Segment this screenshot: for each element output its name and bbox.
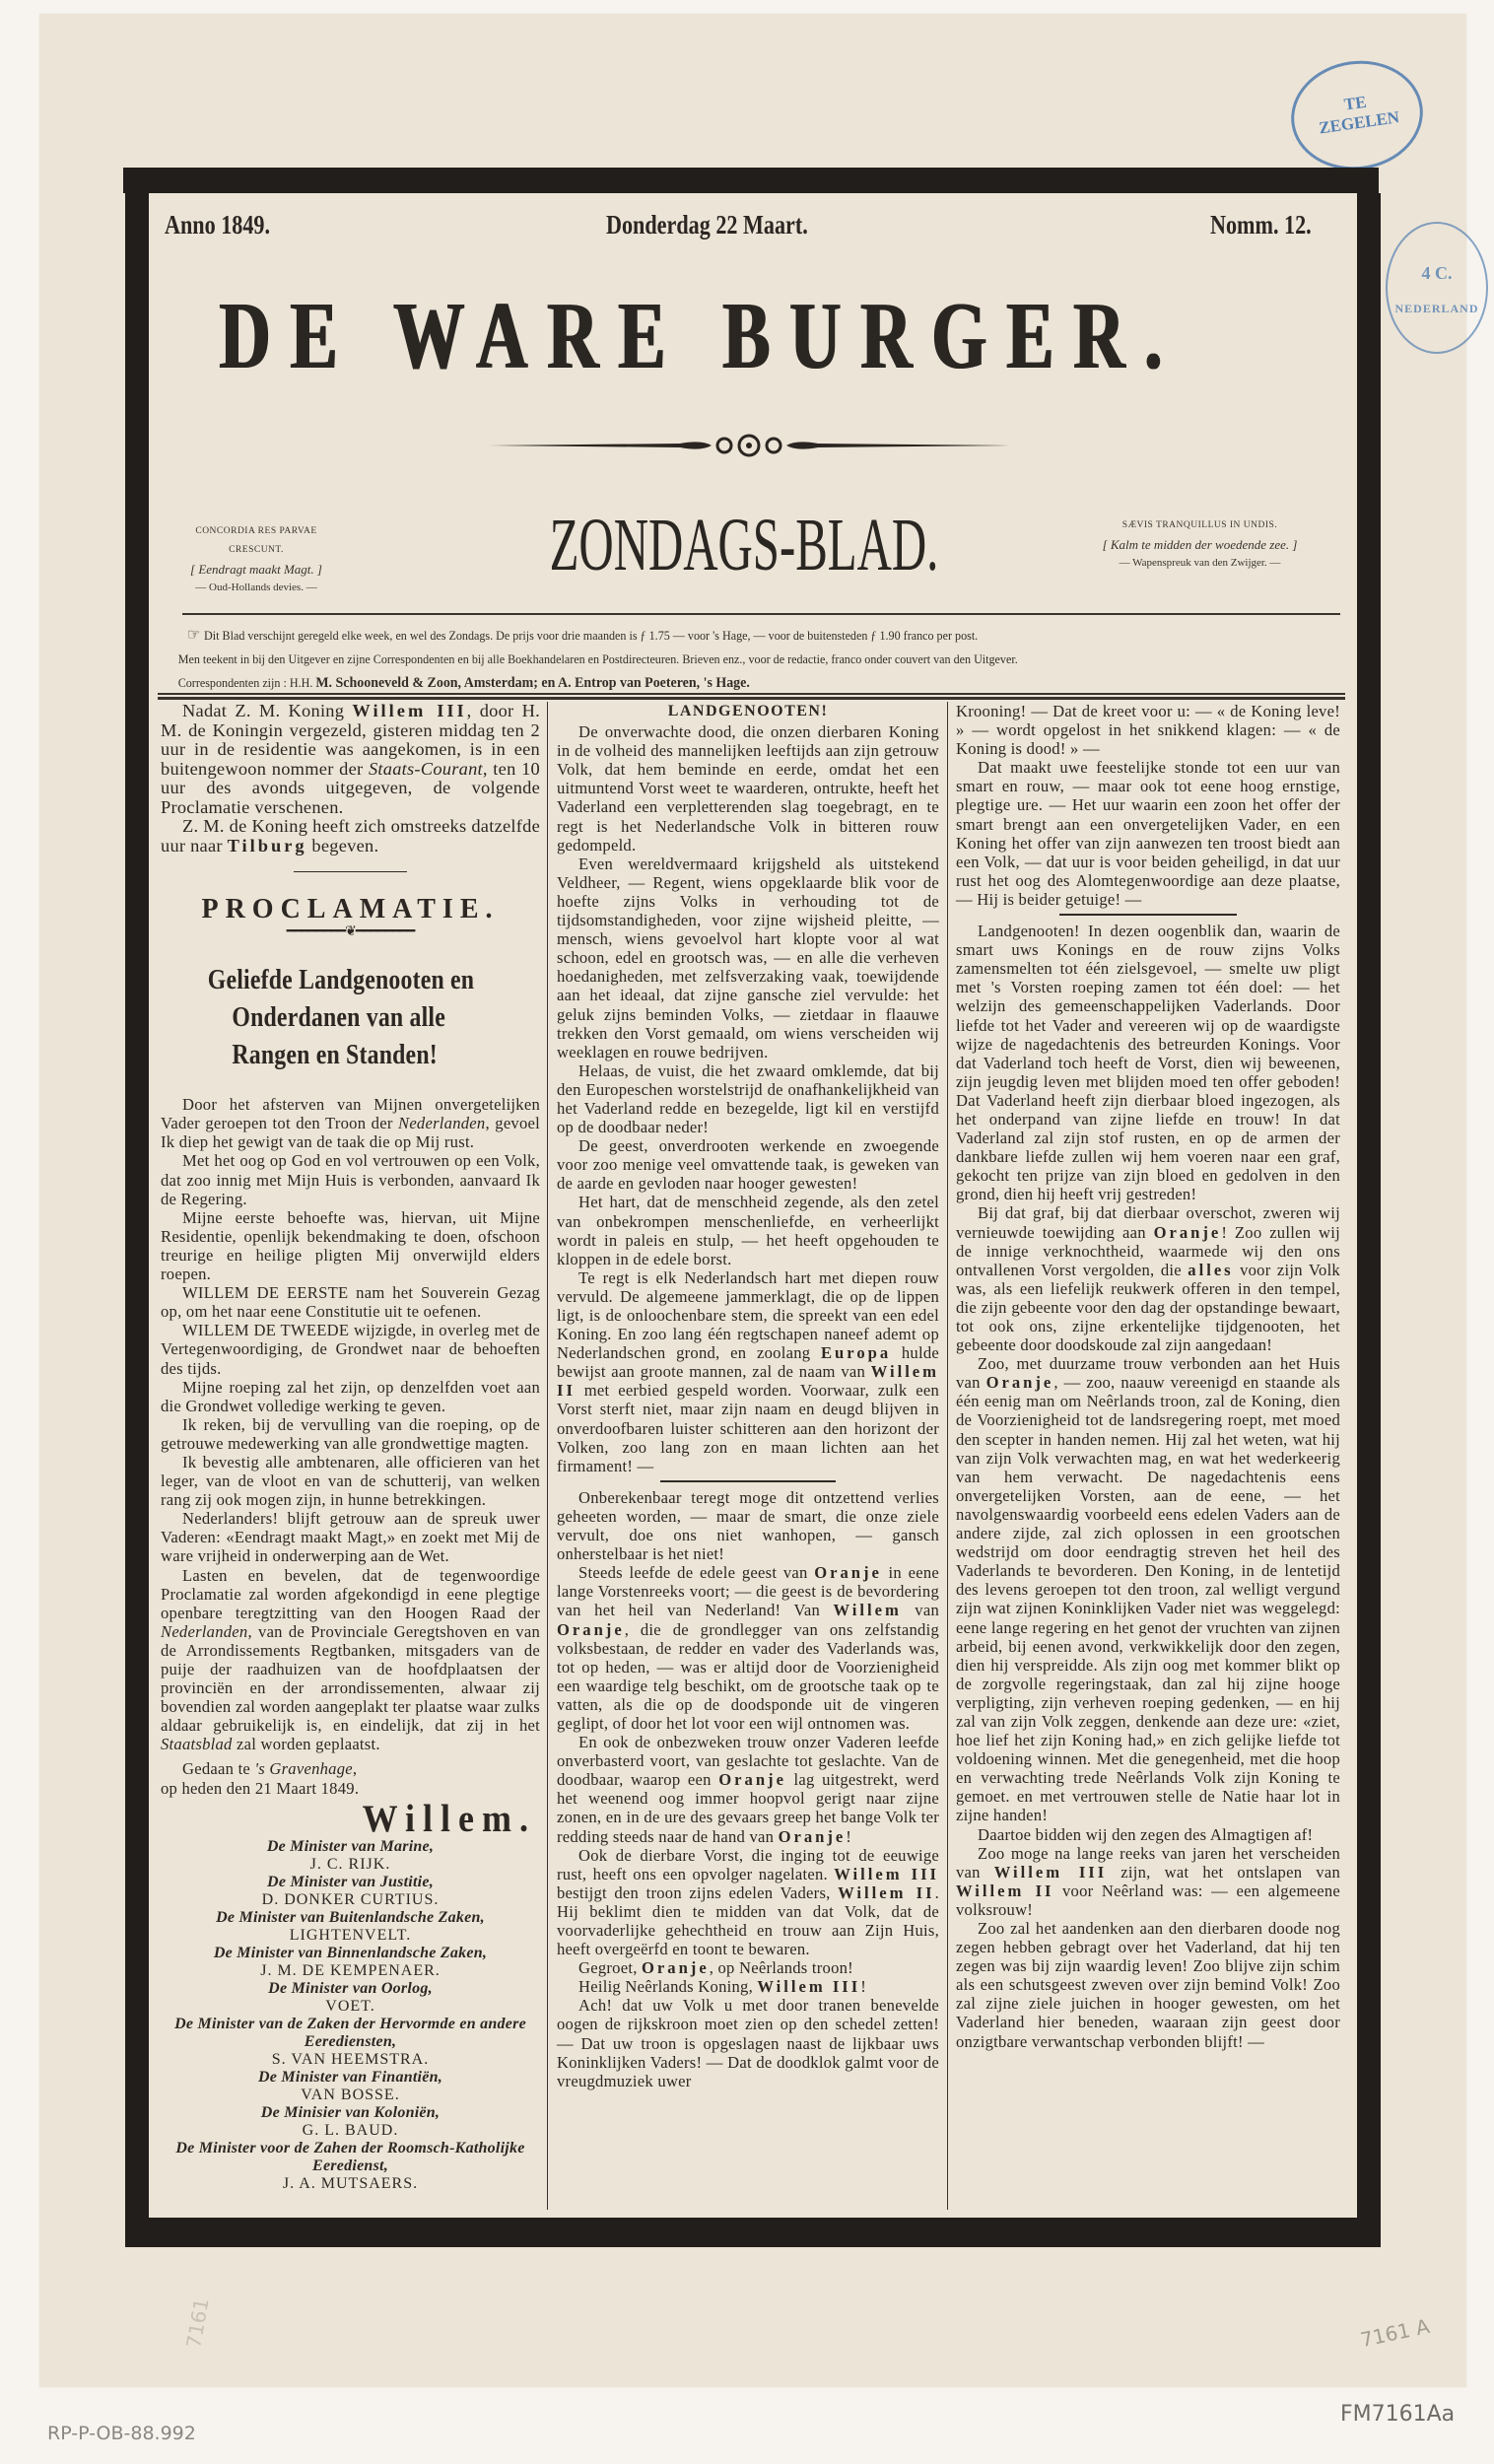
minister-name: VAN BOSSE. [301, 2086, 400, 2103]
text-run: ! [860, 1977, 866, 1997]
text-run: , van de Provinciale Geregtshoven en van de Arrondissements Regtbanken, mitsgaders van de puije der raadhuizen van de hoofdplaatsen der provinciën en der arrondissementen, alwaar zij bovendien zal worden aangeplakt ter plaatse waar zulks aldaar gebruikelijk is, en eindelijk, dat zij in het [161, 1621, 540, 1736]
emphasized-name: Europa [820, 1343, 892, 1363]
text-run: begeven. [306, 835, 379, 856]
text-run: voor Neêrland was: — een algemeene volksrouw! [956, 1881, 1340, 1919]
text-run: , door H. M. de Koningin vergezeld, gisteren middag ten 2 uur in de residentie was aangekomen, is in een buitengewoon nommer der [161, 701, 540, 779]
paragraph [557, 1268, 939, 1475]
italic-text: Staats-Courant [368, 758, 483, 779]
text-run: Helaas, de vuist, die het zwaard omklemde, dat bij den Europeschen worstelstrijd de onafhankelijkheid van het Vaderland redde en bezegelde, ligt kil en verstijfd op de doodbaar neder! [557, 1061, 939, 1137]
text-run: Steeds leefde de edele geest van [578, 1563, 815, 1583]
paragraph [557, 1488, 939, 1563]
motto-left-source: — Oud-Hollands devies. — [195, 582, 317, 593]
pencil-note-right: 7161 A [1358, 2313, 1432, 2353]
emphasized-name: Oranje [557, 1619, 625, 1639]
minister-name: J. M. DE KEMPENAER. [260, 1961, 441, 1979]
issue-number: Nomm. 12. [1210, 210, 1312, 240]
italic-text: Nederlanden [161, 1621, 248, 1641]
emphasized-name: Willem II [838, 1882, 935, 1902]
text-run: wijzigde, in overleg met de Vertegenwoordiging, de Grondwet naar de behoeften des tijds. [161, 1321, 540, 1378]
text-run: , ten 10 uur des avonds uitgegeven, de volgende Proclamatie verschenen. [161, 758, 540, 817]
paragraph [557, 1136, 939, 1193]
inventory-number: RP-P-OB-88.992 [47, 2423, 196, 2444]
text-run: , [352, 1759, 358, 1779]
text-run: Ach! dat uw Volk u met door tranen benevelde oogen de rijkskroon moet zien op den schedel zetten! — Dat uw troon is opgeslagen naast de lijkbaar uws Koninklijken Vaders! — Dat de doodklok galmt voor de vreugdmuziek uwer [557, 1996, 939, 2090]
article-part-3 [956, 758, 1340, 909]
proclamation-heading: PROCLAMATIE. [201, 894, 500, 924]
emphasized-name: Tilburg [227, 835, 307, 856]
text-run: van [901, 1601, 940, 1620]
emphasized-name: Oranje [1153, 1222, 1222, 1242]
text-run: Onberekenbaar teregt moge dit ontzettend verlies geheeten worden, — maar de smart, die onze ziele vervult, doe ons niet wanhopen, — gansch onherstelbaar is het niet! [557, 1487, 939, 1564]
emphasized-name: Oranje [814, 1563, 882, 1583]
text-run: voor zijn Volk was, als een liefelijk reukwerk offeren in den tempel, die zijn gebeente voor den dag der opstandinge bewaart, tot ook ons, zijne erkentelijke tijdgenooten, het gebeente door doodskoude zal zijn aangedaan! [956, 1260, 1340, 1355]
mourning-border-left [125, 193, 149, 2247]
column-heading: LANDGENOOTEN! [667, 703, 829, 719]
minister-title: De Minister van Justitie, [267, 1873, 434, 1890]
text-run: nam het Souverein Gezag op, om het naar eene Constitutie uit te oefenen. [161, 1283, 540, 1322]
ornament-icon: ━━━━━━━━❦━━━━━━━━ [286, 924, 415, 940]
emphasized-name: Oranje [718, 1770, 786, 1790]
text-run: bestijgt den troon zijns edelen Vaders, [557, 1882, 839, 1902]
stamp-value: 4 C. [1421, 263, 1453, 283]
minister-title: De Minister van Binnenlandsche Zaken, [213, 1944, 488, 1961]
paragraph [557, 1061, 939, 1136]
text-run: Ik bevestig alle ambtenaren, alle officieren van het leger, van de vloot en van de schutterij, van welken rang zij ook mogen zijn, in hunne betrekkingen. [161, 1452, 540, 1510]
done-date: op heden den 21 Maart 1849. [161, 1778, 360, 1798]
minister-name: J. A. MUTSAERS. [282, 2174, 419, 2192]
text-run: ! Zoo zullen wij de innige verknochtheid, waarmede wij den ons ontvallenen Vorst vergolden, die [956, 1222, 1341, 1279]
text-run: En ook de onbezweken trouw onzer Vaderen leefde onverbasterd voort, van geslachte tot geslachte. Van de doodbaar, waarop een [557, 1733, 939, 1790]
paragraph [161, 1321, 540, 1377]
emphasized-name: Willem III [352, 701, 467, 720]
column-landgenooten [557, 702, 939, 2090]
text-run: lag uitgestrekt, werd het weenend oog immer hoopvol gerigt naar zijne zonen, en in de ure des gevaars greep het bange Volk ter redding steeds naar de hand van [557, 1770, 939, 1846]
paragraph [557, 1733, 939, 1846]
text-run: WILLEM DE EERSTE [182, 1283, 349, 1303]
text-run: Nadat Z. M. Koning [182, 701, 353, 720]
notice-line-1: Dit Blad verschijnt geregeld elke week, en wel des Zondags. De prijs voor drie maanden is ƒ 1.75 — voor 's Hage, — voor de buitensteden ƒ 1.90 franco per post. [204, 628, 979, 643]
section-divider [660, 1480, 836, 1482]
stamp-country: NEDERLAND [1394, 302, 1479, 315]
notice-line-2: Men teekent in bij den Uitgever en zijne Correspondenten en bij alle Boekhandelaren en Postdirecteuren. Brieven enz., voor de redactie, franco onder couvert van den Uitgever. [177, 651, 1018, 666]
text-run: De geest, onverdrooten werkende en zwoegende voor zoo menige veel omvattende taak, is geweken van de aarde en gevloden naar hooger gewesten! [557, 1136, 939, 1194]
text-run: Heilig Neêrlands Koning, [578, 1977, 758, 1997]
newspaper-title: DE WARE BURGER. [218, 282, 1182, 389]
paragraph [956, 1844, 1340, 1919]
italic-text: Staatsblad [161, 1735, 233, 1754]
mourning-border-right [1357, 193, 1381, 2247]
text-run: Lasten en bevelen, dat de tegenwoordige Proclamatie zal worden afgekondigd in eene plegtige openbare teregtzitting van den Hoogen Raad der [161, 1565, 540, 1622]
italic-text: 's Gravenhage [254, 1759, 353, 1779]
minister-list [161, 1838, 540, 2193]
minister-title: De Minister van Finantiën, [258, 2068, 442, 2086]
text-run: WILLEM DE TWEEDE [182, 1321, 350, 1340]
article-part-1 [557, 722, 939, 1475]
paragraph [161, 1566, 540, 1754]
emphasized-name: Willem II [557, 1362, 939, 1401]
paragraph [161, 817, 540, 856]
text-run: Ik reken, bij de vervulling van die roeping, op de getrouwe medewerking van alle grondwettige magten. [161, 1414, 540, 1453]
text-run: ! [846, 1826, 852, 1846]
text-run: Mijne eerste behoefte was, hiervan, uit Mijne Residentie, openlijk bekendmaking te doen, ofschoon treurige en heilige pligten Mij onverwijld elders roepen. [161, 1207, 540, 1284]
text-run: zijn, wat het ontslapen van [1107, 1862, 1340, 1882]
text-run: in eene lange Vorstenreeks voort; — die geest is de bevordering van het heil van Nederland! Van [557, 1563, 939, 1620]
edition-title: ZONDAGS-BLAD. [549, 504, 939, 587]
text-run: Krooning! — Dat de kreet voor u: — « de Koning leve! » — wordt opgelost in het snikkend klagen: — « de Koning is dood! » — [956, 702, 1340, 759]
mourning-border-top [123, 168, 1379, 193]
paragraph [557, 1977, 939, 1996]
paragraph [161, 1415, 540, 1453]
minister-name: G. L. BAUD. [302, 2121, 399, 2139]
paragraph [161, 1453, 540, 1509]
proclamation-address: Geliefde Landgenooten en Onderdanen van alle Rangen en Standen! [207, 964, 475, 1071]
italic-text: Nederlanden [398, 1114, 486, 1133]
paragraph [161, 1509, 540, 1565]
motto-right [1064, 516, 1335, 573]
emphasized-name: Willem II [956, 1881, 1054, 1900]
text-run: Nederlanders! blijft getrouw aan de spreuk uwer Vaderen: «Eendragt maakt Magt,» en zoekt met Mij de ware vrijheid in onderwerping aan de Wet. [161, 1509, 540, 1566]
minister-name: J. C. RIJK. [309, 1855, 391, 1873]
royal-signature: Willem. [362, 1796, 536, 1840]
emphasized-name: Willem III [834, 1864, 939, 1883]
paragraph [956, 1203, 1340, 1354]
text-run: , die de grondlegger van ons zelfstandig volksbestaan, de redder en vader des Vaderlands was, tot op heden, — was er altijd door de Voorzienigheid een waardige telg beschikt, om de grootsche taak op te vatten, als die op de doodsponde uit de vingeren geglipt, of door het lot voor een wijl ontnomen was. [557, 1619, 939, 1733]
emphasized-name: alles [1188, 1260, 1234, 1279]
text-run: Z. M. de Koning heeft zich omstreeks datzelfde uur naar [161, 816, 540, 856]
paragraph [956, 1919, 1340, 2051]
paragraph [161, 1378, 540, 1415]
paragraph [161, 1095, 540, 1151]
emphasized-name: Willem III [993, 1862, 1108, 1882]
pencil-note-left: 7161 [181, 2295, 214, 2351]
text-run: Gegroet, [578, 1958, 642, 1978]
text-run: . Hij beklimt dien te midden van dat Volk, dat de voorvaderlijke gehechtheid en trouw aan Zijn Huis, heeft overgeërfd en toont te bewaren. [557, 1882, 939, 1959]
paragraph [161, 702, 540, 817]
intro-paragraphs [161, 702, 540, 856]
correspondents: M. Schooneveld & Zoon, Amsterdam; en A. Entrop van Poeteren, 's Hage. [315, 675, 750, 691]
text-run: Gedaan te [182, 1759, 255, 1779]
text-run: Mijne roeping zal het zijn, op denzelfden voet aan die Grondwet volledige werking te geven. [161, 1377, 540, 1415]
section-divider [1059, 914, 1236, 916]
text-run: , op Neêrlands troon! [709, 1958, 853, 1978]
paragraph [557, 1193, 939, 1267]
text-run: Dat maakt uwe feestelijke stonde tot een uur van smart en rouw, — maar ook tot eene hoog ernstige, plegtige ure. — Het uur waarin een zoon het offer der smart brengt aan een onvergetelijken Vader, en een Koning het offer van zijn aanwezen ten troost biedt aan een Volk, — dat uur is voor beiden geheiligd, in dat uur rust het oog des Alomtegenwoordige aan deze plaatse, — Hij is beider getuige! — [956, 758, 1340, 909]
minister-name: D. DONKER CURTIUS. [261, 1890, 440, 1908]
notice-line-3-prefix: Correspondenten zijn : H.H. [177, 675, 313, 690]
done-at [161, 1759, 540, 1778]
emphasized-name: Oranje [778, 1826, 847, 1846]
text-run: zal worden geplaatst. [232, 1735, 380, 1754]
column-divider-1 [547, 702, 548, 2210]
column-divider-2 [947, 702, 948, 2210]
paragraph [161, 1151, 540, 1207]
text-run: Landgenooten! In dezen oogenblik dan, waarin de smart uws Konings en de rouw zijns Volks zamensmelten tot één zielsgevoel, — smelte uw pligt met 's Vorsten roeping zamen tot één doel: — het welzijn des gemeenschappelijken Vaderlands. Door liefde tot het Vader and vereeren wij op de waardigste wijze de nagedachtenis des betreurden Konings. Voor dat Vaderland toch heeft de Vorst, dien wij beweenen, zijn jeugdig leven met blijden moed ten offer geboden! Dat Vaderland heeft zijn dierbaar bloed ingezogen, als het onderpand van zijne liefde en trouw! In dat Vaderland zal zijn stof rusten, en op de armen der dankbare liefde zullen wij hem voeren naar een graf, gekocht ten prijze van zijn bloed en gedolven in den grond, dien hij heeft vrij gestreden! [956, 922, 1340, 1204]
minister-title: De Minister voor de Zahen der Roomsch-Katholijke Eeredienst, [175, 2139, 525, 2174]
minister-name: LIGHTENVELT. [289, 1926, 412, 1944]
text-run: Ook de dierbare Vorst, die inging tot de eeuwige rust, heeft ons een opvolger nagelaten. [557, 1845, 939, 1883]
pointing-hand-icon: ☞ [187, 627, 205, 644]
paragraph [557, 855, 939, 1061]
article-part-4 [956, 922, 1340, 2051]
text-run: Zoo, met duurzame trouw verbonden aan het Huis van [956, 1354, 1340, 1393]
column-continuation [956, 702, 1340, 2051]
text-run: , gevoel Ik diep het gewigt van de taak die op Mij rust. [161, 1114, 540, 1152]
minister-title: De Minister van Buitenlandsche Zaken, [216, 1908, 485, 1926]
paragraph [557, 1958, 939, 1977]
paragraph [161, 1283, 540, 1321]
paragraph [557, 1846, 939, 1959]
minister-title: De Minisier van Koloniën, [260, 2103, 441, 2121]
paragraph [956, 758, 1340, 909]
text-run: met eerbied gespeld worden. Voorwaar, zulk een Vorst sterft niet, maar zijn naam en deugd blijven in onverdoofbaren luister schitteren aan den horizont der Volken, zoo lang zon en maan lichten aan het firmament! — [557, 1381, 939, 1475]
mourning-border-bottom [125, 2218, 1381, 2247]
emphasized-name: Oranje [985, 1373, 1054, 1393]
text-run: Het hart, dat de menschheid zegende, als den zetel van onbekrompen menschenliefde, en verheerlijkt wordt in paleis en stulp, — het heeft opgehouden te kloppen in de edele borst. [557, 1193, 939, 1268]
volume-year: Anno 1849. [165, 210, 271, 240]
minister-title: De Minister van de Zaken der Hervormde en andere Eerediensten, [174, 2015, 526, 2050]
minister-title: De Minister van Marine, [266, 1837, 435, 1855]
text-run: Even wereldvermaard krijgsheld als uitstekend Veldheer, — Regent, wiens opgeklaarde blik voor de hoefte zijns Volks in verhouding tot de tijdsomstandigheden, voor zijne wijsheid pleitte, — mensch, wiens gevoelvol hart klopte voor al wat schoon, edel en grootsch was, — en alle die verheven hoedanigheden, met zelfsverzaking vaak, toewijdende aan het ideaal, dat zijne gansche ziel vervulde: het geluk zijns beminden Volks, — zietdaar in flaauwe trekken den Vorst gemaald, om wiens verscheiden wij weeklagen en rouwe bedrijven. [557, 854, 939, 1061]
paragraph [557, 1563, 939, 1733]
text-run: De onverwachte dood, die onzen dierbaren Koning in de volheid des mannelijken leeftijds aan zijn getrouw Volk, dat hem beminde en eerde, omdat het een uitmuntend Vorst weet te waarderen, ontrukte, heeft het Vaderland een verpletterenden slag toegebragt, en te regt is het Nederlandsche Volk in bitteren rouw gedompeld. [557, 722, 939, 855]
divider [294, 871, 408, 872]
paragraph [956, 1354, 1340, 1824]
motto-left-latin: CONCORDIA RES PARVAE CRESCUNT. [195, 526, 317, 555]
text-run: Met het oog op God en vol vertrouwen op een Volk, dat zoo innig met Mijn Huis is verbonden, aanvaard Ik de Regering. [161, 1151, 540, 1208]
text-run: Zoo moge na lange reeks van jaren het verscheiden van [956, 1843, 1340, 1882]
paragraph [557, 1996, 939, 2089]
subscription-notice [177, 624, 1259, 695]
double-rule-bottom [158, 697, 1345, 700]
text-run: Door het afsterven van Mijnen onvergetelijken Vader geroepen tot den Troon der [161, 1095, 540, 1133]
ornament-divider-icon [483, 431, 1015, 460]
mount-number: FM7161Aa [1340, 2402, 1456, 2427]
motto-left [168, 522, 345, 597]
motto-right-source: — Wapenspreuk van den Zwijger. — [1119, 557, 1281, 569]
issue-date: Donderdag 22 Maart. [606, 210, 808, 240]
article-part-2 [557, 1488, 939, 2090]
paragraph [956, 922, 1340, 1203]
continued-text [956, 702, 1340, 758]
text-run: Te regt is elk Nederlandsch hart met diepen rouw vervuld. De algemeene jammerklagt, die op de lippen ligt, is de onloochenbare stem, die spreekt van een edel Koning. En zoo lang één regtschapen naneef ademt op Nederlandschen grond, en zoolang [557, 1267, 939, 1363]
proclamation-body [161, 1095, 540, 1753]
emphasized-name: Willem III [757, 1977, 861, 1997]
paragraph [956, 1825, 1340, 1844]
text-run: Bij dat graf, bij dat dierbaar overschot, zweren wij vernieuwde toewijding aan [956, 1203, 1340, 1242]
minister-title: De Minister van Oorlog, [268, 1979, 433, 1997]
paragraph [161, 1208, 540, 1283]
minister-name: S. VAN HEEMSTRA. [271, 2050, 430, 2068]
motto-right-latin: SÆVIS TRANQUILLUS IN UNDIS. [1121, 520, 1278, 530]
header-rule [182, 613, 1340, 615]
motto-right-dutch: [ Kalm te midden der woedende zee. ] [1102, 537, 1298, 552]
text-run: Zoo zal het aandenken aan den dierbaren doode nog zegen hebben gebragt over het Vaderland, dat hij ten zegen was bij zijn waardig leven! Zoo blijve zijn schim als een schutsgeest zweven over zijn bemind Volk! Zoo zal zijne ziele juichen in hooger gewesten, om het Vaderland hier beneden, waaraan zijn geest door onzigtbare verwantschap verbonden blijft! — [956, 1919, 1340, 2051]
text-run: , — zoo, naauw vereenigd en staande als één eenig man om Neêrlands troon, zal de Koning, dien de Voorzienigheid tot de landsregering roept, met moed den scepter in handen nemen. Hij zal het weten, wat hij van zijn Volk verwachten mag, en wat het wederkeerig van hem verwacht. De nagedachtenis eens onvergetelijken Vorsten, aan de eene, — het navolgenswaardig voorbeeld eens edelen Vaders aan de andere zijde, zal zich oplossen in een grootschen wedstrijd om door eendragtig streven het heil des Vaderlands te bevorderen. Den Koning, in de lentetijd des levens geroepen tot den troon, zal welligt vergund zijn wat zijnen Koninklijken Vader niet was weggelegd: eene lange regering en het genot der vruchten van zijnen arbeid, bij eenen avond, verkwikkelijk door den zegen, dien hij verspreidde. Als zijn oog met kommer blikt op de zorgvolle regeringstaak, dan zal hij zijne hooge verpligting, zijn verheven roeping gedenken, — en hij zal van zijn Volk zeggen, denkende aan deze ure: «ziet, hoe lief het zijn Koning had,» en zich gelijke liefde tot voldoening winnen. Met die genegenheid, met die hoop en verwachting trede Neêrlands Volk zijn Koning te gemoet. en met vertrouwen stelle de Natie haar lot in zijne handen! [956, 1373, 1341, 1825]
text-run: hulde bewijst aan groote mannen, zal de naam van [557, 1343, 939, 1382]
motto-left-dutch: [ Eendragt maakt Magt. ] [190, 562, 322, 577]
text-run: Daartoe bidden wij den zegen des Almagtigen af! [978, 1824, 1314, 1844]
emphasized-name: Oranje [642, 1958, 710, 1978]
emphasized-name: Willem [833, 1601, 902, 1620]
paragraph [557, 722, 939, 855]
nederland-tax-stamp [1386, 222, 1488, 354]
column-proclamation [161, 702, 540, 2193]
stamp-text: TE ZEGELEN [1318, 92, 1401, 138]
minister-name: VOET. [325, 1997, 375, 2015]
double-rule-top [158, 693, 1345, 695]
